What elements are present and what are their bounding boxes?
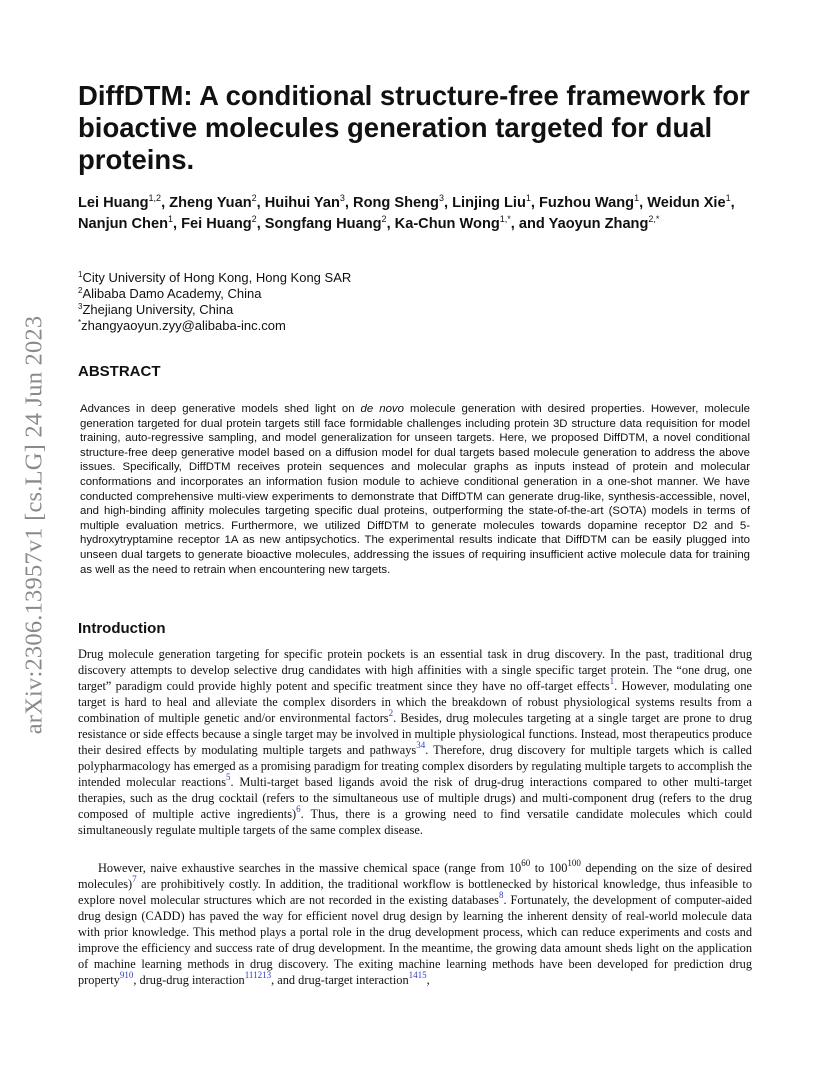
author-name: Fei Huang	[181, 216, 252, 232]
abstract-italic-term: de novo	[360, 403, 404, 415]
author-name: Weidun Xie	[647, 195, 726, 211]
citation-link[interactable]: 6	[296, 804, 301, 814]
citation-link[interactable]: 1	[609, 676, 615, 686]
author-affiliation-mark: 2	[251, 214, 257, 224]
affiliation-mark: 2	[78, 286, 83, 295]
citation-link[interactable]: 111213	[244, 970, 272, 980]
author-affiliation-mark: 1	[168, 214, 174, 224]
citation-link[interactable]: 2	[388, 708, 394, 718]
affiliation-item	[78, 286, 678, 302]
author-affiliation-mark: 3	[339, 193, 345, 203]
paragraph-text: to 100	[530, 861, 568, 875]
arxiv-identifier-stamp	[18, 290, 50, 760]
author-affiliation-mark: 3	[438, 193, 444, 203]
abstract-body	[80, 402, 750, 577]
paragraph-text: , drug-drug interaction	[133, 973, 245, 987]
affiliation-item	[78, 270, 678, 286]
author-affiliation-mark: 1,*	[499, 214, 511, 224]
paragraph-text: Drug molecule generation targeting for specific protein pockets is an essential task in drug discovery. In the past, traditional drug discovery attempts to develop selective drug candidates with high affinities with a single specific target protein. The “one drug, one target” paradigm could provide highly potent and specific treatment since they have no off-target effects	[78, 647, 752, 693]
author-name: Linjing Liu	[452, 195, 526, 211]
affiliation-text: zhangyaoyun.zyy@alibaba-inc.com	[81, 318, 286, 333]
abstract-text: Advances in deep generative models shed light on	[80, 403, 361, 415]
abstract-text: molecule generation with desired properties. However, molecule generation targeted for dual protein targets still face formidable challenges including protein 3D structure data requisition for model training, auto-regressive sampling, and model generalization for unseen targets. Here, we proposed DiffDTM, a novel conditional structure-free deep generative model based on a diffusion model for dual targets based molecule generation to address the above issues. Specifically, DiffDTM receives protein sequences and molecular graphs as inputs instead of protein and molecular conformations and incorporates an information fusion module to achieve conditional generation in a one-shot manner. We have conducted comprehensive multi-view experiments to demonstrate that DiffDTM can generate drug-like, synthesis-accessible, novel, and high-binding affinity molecules targeting specific dual proteins, outperforming the state-of-the-art (SOTA) models in terms of multiple evaluation metrics. Furthermore, we utilized DiffDTM to generate molecules towards dopamine receptor D2 and 5-hydroxytryptamine receptor 1A as new antipsychotics. The experimental results indicate that DiffDTM can be easily plugged into unseen dual targets to generate bioactive molecules, addressing the issues of requiring insufficient active molecule data for training as well as the need to retrain when encountering new targets.	[80, 403, 750, 576]
abstract-heading: ABSTRACT	[78, 363, 161, 380]
paper-title: DiffDTM: A conditional structure-free framework for bioactive molecules generation targeted for dual proteins.	[78, 80, 750, 175]
citation-link[interactable]: 5	[226, 772, 231, 782]
author-affiliation-mark: 1	[725, 193, 731, 203]
author-name: Rong Sheng	[353, 195, 439, 211]
citation-link[interactable]: 1415	[408, 970, 427, 980]
citation-link[interactable]: 7	[132, 874, 137, 884]
author-name: Huihui Yan	[264, 195, 340, 211]
paragraph-text: . Thus, there is a growing need to find versatile candidate molecules which could simultaneously regulate multiple targets of the same complex disease.	[78, 807, 752, 837]
affiliation-list	[78, 270, 678, 334]
author-affiliation-mark: 2,*	[648, 214, 660, 224]
author-name: Fuzhou Wang	[538, 195, 635, 211]
author-name: Yaoyun Zhang	[548, 216, 649, 232]
arxiv-identifier-text: arXiv:2306.13957v1 [cs.LG] 24 Jun 2023	[20, 315, 48, 735]
citation-link[interactable]: 910	[119, 970, 134, 980]
author-affiliation-mark: 2	[381, 214, 387, 224]
paragraph-text: . Besides, drug molecules targeting at a single target are prone to drug resistance or side effects because a single target may be involved in multiple physiological functions. Instead, most therapeutics produce their desired effects by modulating multiple targets and pathways	[78, 711, 752, 757]
paragraph-text: . Therefore, drug discovery for multiple targets which is called polypharmacology has emerged as a promising paradigm for treating complex disorders by regulating multiple targets to accomplish the intended molecular reactions	[78, 743, 752, 789]
citation-link[interactable]: 34	[416, 740, 426, 750]
author-affiliation-mark: 2	[251, 193, 257, 203]
author-affiliation-mark: 1	[525, 193, 531, 203]
paragraph-text: depending on the size of desired molecules)	[78, 861, 752, 891]
affiliation-mark: 3	[78, 302, 83, 311]
affiliation-text: City University of Hong Kong, Hong Kong SAR	[82, 270, 352, 285]
citation-link[interactable]: 8	[498, 890, 504, 900]
paragraph-text: are prohibitively costly. In addition, the traditional workflow is bottlenecked by historical knowledge, thus infeasible to explore novel molecular structures which are not recorded in the existing databases	[78, 877, 752, 907]
author-name: Nanjun Chen	[78, 216, 168, 232]
affiliation-text: Alibaba Damo Academy, China	[82, 286, 262, 301]
introduction-heading: Introduction	[78, 620, 166, 637]
paragraph-text: . Fortunately, the development of computer-aided drug design (CADD) has paved the way for efficient novel drug design by learning the inherent density of real-world molecule data with prior knowledge. This method plays a portal role in the drug development process, which can reduce experiments and costs and improve the efficiency and success rate of drug development. In the meantime, the growing data amount sheds light on the application of machine learning methods in drug discovery. The exiting machine learning methods have been developed for prediction drug property	[78, 893, 752, 987]
affiliation-mark: 1	[78, 270, 83, 279]
author-affiliation-mark: 1	[634, 193, 640, 203]
exponent: 60	[521, 858, 531, 868]
introduction-paragraph-2	[78, 860, 752, 988]
author-affiliation-mark: 1,2	[148, 193, 162, 203]
paragraph-text: . However, modulating one target is hard to heal and alleviate the complex disorders in which the breakdown of robust physiological systems results from a combination of multiple genetic and/or environmental factors	[78, 679, 752, 725]
affiliation-text: Zhejiang University, China	[82, 302, 234, 317]
paragraph-text: . Multi-target based ligands avoid the risk of drug-drug interactions compared to other multi-target therapies, such as the drug cocktail (refers to the simultaneous use of multiple drugs) and multi-component drug (refers to the drug composed of multiple active ingredients)	[78, 775, 752, 821]
paragraph-text: ,	[426, 973, 430, 987]
author-name: Lei Huang	[78, 195, 149, 211]
affiliation-mark: *	[78, 318, 82, 327]
introduction-paragraph-1	[78, 646, 752, 838]
author-name: Ka-Chun Wong	[394, 216, 500, 232]
exponent: 100	[567, 858, 581, 868]
affiliation-item	[78, 318, 678, 334]
affiliation-item	[78, 302, 678, 318]
paragraph-text: , and drug-target interaction	[271, 973, 409, 987]
author-name: Zheng Yuan	[169, 195, 252, 211]
author-list: Lei Huang$^{1,2}$, Zheng Yuan$^2$, Huihui Yan$^3$, Rong Sheng$^3$, Linjing Liu$^1$, Fuzhou Wang$^1$, Weidun Xie$^1$, Nanjun Chen$^1$, Fei Huang$^2$, Songfang Huang$^2$, Ka-Chun Wong$^{1,*}$, and Yaoyun Zhang$^{2,*}$	[78, 193, 735, 232]
paragraph-text: However, naive exhaustive searches in the massive chemical space (range from 10	[98, 861, 522, 875]
author-name: Songfang Huang	[264, 216, 382, 232]
